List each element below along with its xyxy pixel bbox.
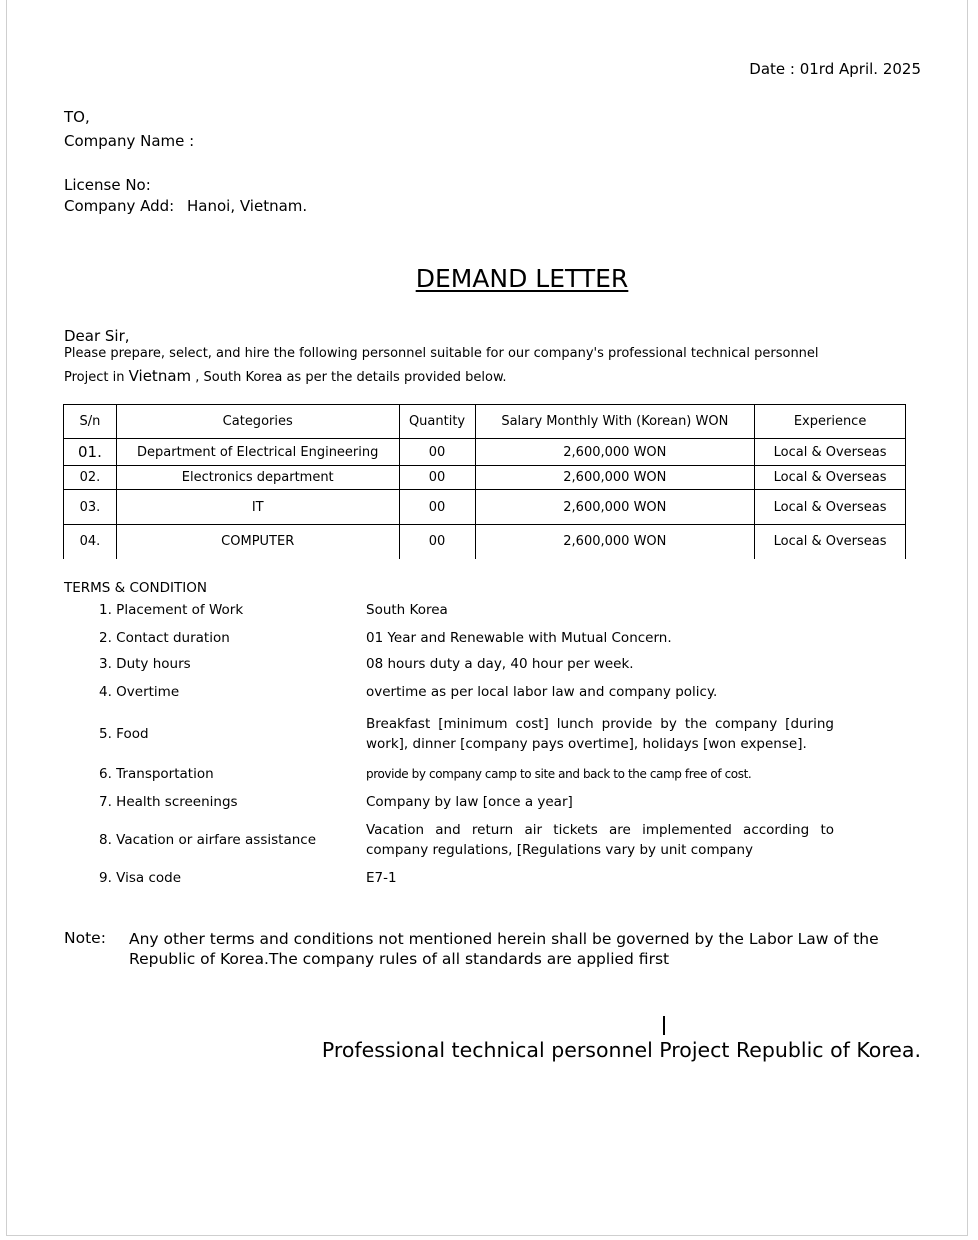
footer-signature-line: Professional technical personnel Project Republic of Korea. xyxy=(321,1038,921,1062)
term-label: 8. Vacation or airfare assistance xyxy=(99,832,317,848)
cell-quantity: 00 xyxy=(399,466,475,490)
intro-line-1: Please prepare, select, and hire the following personnel suitable for our company's professional technical personnel xyxy=(64,346,819,361)
term-value: E7-1 xyxy=(366,870,397,886)
text-cursor xyxy=(663,1016,665,1035)
table-row xyxy=(64,525,906,559)
license-no-label: License No: xyxy=(64,176,151,194)
cell-category: Department of Electrical Engineering xyxy=(116,439,399,466)
cell-experience: Local & Overseas xyxy=(755,439,906,466)
header-sn: S/n xyxy=(64,405,117,439)
table-row xyxy=(64,490,906,525)
term-label: 2. Contact duration xyxy=(99,630,230,646)
cell-sn: 04. xyxy=(64,525,117,559)
intro-country: Vietnam xyxy=(128,367,192,385)
terms-title: TERMS & CONDITION xyxy=(64,580,207,596)
cell-quantity: 00 xyxy=(399,439,475,466)
term-value: Breakfast [minimum cost] lunch provide by the company [during work], dinner [company pays overtime], holidays [won expense]. xyxy=(366,716,834,752)
note-text: Any other terms and conditions not mentioned herein shall be governed by the Labor Law of the Republic of Korea.The company rules of all standards are applied first xyxy=(129,930,879,968)
intro-line-2 xyxy=(64,367,507,385)
cell-experience: Local & Overseas xyxy=(755,525,906,559)
cell-quantity: 00 xyxy=(399,490,475,525)
term-label: 7. Health screenings xyxy=(99,794,238,810)
header-experience: Experience xyxy=(755,405,906,439)
term-label: 1. Placement of Work xyxy=(99,602,244,618)
salutation: Dear Sir, xyxy=(64,327,130,345)
company-add-value: Hanoi, Vietnam. xyxy=(187,197,308,215)
table-header-row xyxy=(64,405,906,439)
term-value: overtime as per local labor law and company policy. xyxy=(366,684,718,700)
cell-experience: Local & Overseas xyxy=(755,466,906,490)
term-value: Company by law [once a year] xyxy=(366,794,573,810)
company-name-label: Company Name : xyxy=(64,132,195,150)
document-title: DEMAND LETTER xyxy=(415,264,629,293)
table-row xyxy=(64,439,906,466)
cell-salary: 2,600,000 WON xyxy=(475,466,755,490)
intro-line-2-pre: Project in xyxy=(64,370,125,385)
cell-category: IT xyxy=(116,490,399,525)
term-value: 01 Year and Renewable with Mutual Concern. xyxy=(366,630,672,646)
table-row xyxy=(64,466,906,490)
company-address xyxy=(64,197,307,215)
cell-quantity: 00 xyxy=(399,525,475,559)
term-label: 4. Overtime xyxy=(99,684,180,700)
cell-sn: 01. xyxy=(64,439,117,466)
letter-date: Date : 01rd April. 2025 xyxy=(749,60,921,78)
company-add-label: Company Add: xyxy=(64,197,175,215)
header-quantity: Quantity xyxy=(399,405,475,439)
header-categories: Categories xyxy=(116,405,399,439)
cell-salary: 2,600,000 WON xyxy=(475,490,755,525)
term-label: 9. Visa code xyxy=(99,870,182,886)
cell-category: Electronics department xyxy=(116,466,399,490)
cell-sn: 02. xyxy=(64,466,117,490)
note-label: Note: xyxy=(64,929,106,947)
intro-line-2-post: , South Korea as per the details provided below. xyxy=(195,370,507,385)
cell-salary: 2,600,000 WON xyxy=(475,439,755,466)
to-label: TO, xyxy=(64,108,90,126)
term-label: 3. Duty hours xyxy=(99,656,191,672)
cell-experience: Local & Overseas xyxy=(755,490,906,525)
term-label: 5. Food xyxy=(99,726,149,742)
cell-salary: 2,600,000 WON xyxy=(475,525,755,559)
term-value: South Korea xyxy=(366,602,448,618)
header-salary: Salary Monthly With (Korean) WON xyxy=(475,405,755,439)
term-label: 6. Transportation xyxy=(99,766,214,782)
cell-sn: 03. xyxy=(64,490,117,525)
term-value: provide by company camp to site and back to the camp free of cost. xyxy=(366,767,752,781)
personnel-table xyxy=(63,404,906,559)
term-value: Vacation and return air tickets are implemented according to company regulations, [Regulations vary by unit company xyxy=(366,822,834,858)
term-value: 08 hours duty a day, 40 hour per week. xyxy=(366,656,634,672)
cell-category: COMPUTER xyxy=(116,525,399,559)
